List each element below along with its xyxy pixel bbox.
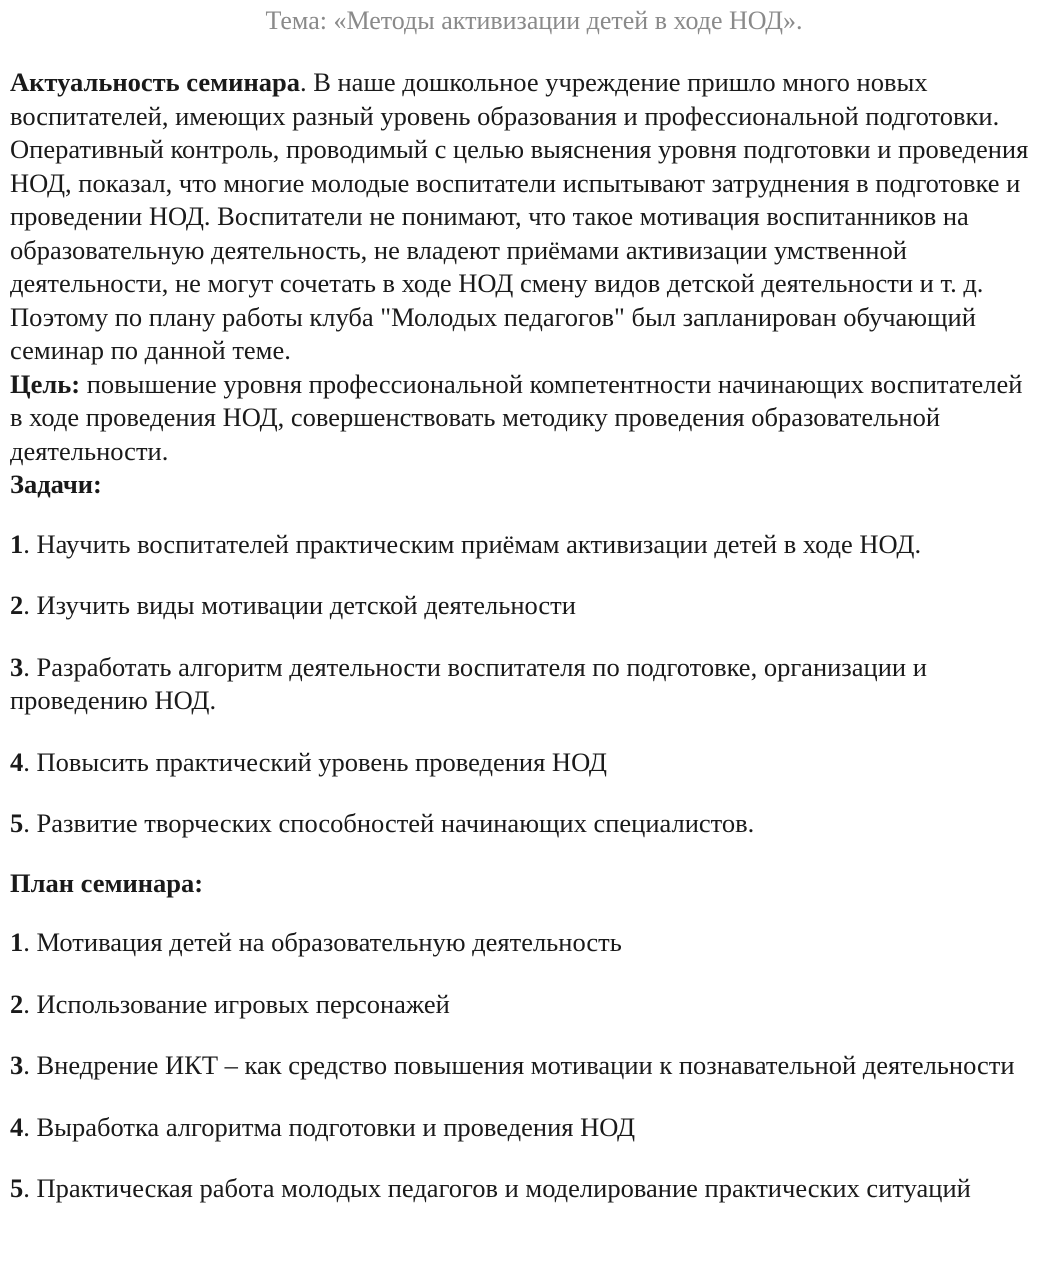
- task-item: [10, 807, 1038, 841]
- goal-text: повышение уровня профессиональной компетентности начинающих воспитателей в ходе проведения НОД, совершенствовать методику проведения образовательной деятельности.: [10, 368, 1023, 466]
- plan-number: 5: [10, 1173, 24, 1203]
- task-text: . Развитие творческих способностей начинающих специалистов.: [23, 808, 755, 838]
- task-text: . Разработать алгоритм деятельности воспитателя по подготовке, организации и проведению НОД.: [10, 651, 927, 715]
- task-text: . Изучить виды мотивации детской деятельности: [23, 590, 576, 620]
- plan-heading: План семинара:: [10, 867, 204, 898]
- tasks-heading: Задачи:: [10, 469, 102, 499]
- plan-number: 3: [10, 1050, 24, 1080]
- relevance-text: . В наше дошкольное учреждение пришло много новых воспитателей, имеющих разный уровень образования и профессиональной подготовки. Оперативный контроль, проводимый с целью выяснения уровня подготовки и проведения НОД, показал, что многие молодые воспитатели испытывают затруднения в подготовке и проведении НОД. Воспитатели не понимают, что такое мотивация воспитанников на образовательную деятельность, не владеют приёмами активизации умственной деятельности, не могут сочетать в ходе НОД смену видов детской деятельности и т. д. Поэтому по плану работы клуба "Молодых педагогов" был запланирован обучающий семинар по данной теме.: [10, 67, 1029, 365]
- plan-number: 1: [10, 927, 24, 957]
- plan-text: . Практическая работа молодых педагогов и моделирование практических ситуаций: [23, 1173, 971, 1203]
- plan-text: . Мотивация детей на образовательную деятельность: [23, 927, 622, 957]
- plan-item: [10, 988, 1038, 1022]
- plan-item: [10, 1111, 1038, 1145]
- task-text: . Научить воспитателей практическим приёмам активизации детей в ходе НОД.: [23, 528, 922, 559]
- topic-title: Тема: «Методы активизации детей в ходе НОД».: [265, 6, 803, 35]
- goal-label: Цель:: [10, 368, 81, 399]
- goal-paragraph: [10, 368, 1038, 469]
- plan-number: 2: [10, 988, 24, 1019]
- task-text: . Повысить практический уровень проведения НОД: [23, 746, 607, 777]
- task-number: 3: [10, 651, 24, 682]
- plan-number: 4: [10, 1111, 24, 1142]
- plan-item: [10, 1172, 1038, 1206]
- task-item: [10, 528, 1038, 562]
- task-number: 1: [10, 528, 24, 559]
- task-number: 4: [10, 746, 24, 777]
- task-number: 2: [10, 590, 24, 620]
- task-item: [10, 589, 1038, 623]
- task-number: 5: [10, 808, 24, 838]
- task-item: [10, 651, 1038, 718]
- plan-item: [10, 1049, 1038, 1083]
- plan-text: . Внедрение ИКТ – как средство повышения мотивации к познавательной деятельности: [23, 1050, 1015, 1080]
- plan-text: . Выработка алгоритма подготовки и проведения НОД: [23, 1111, 636, 1142]
- relevance-label: Актуальность семинара: [10, 67, 300, 97]
- relevance-paragraph: [10, 66, 1038, 368]
- plan-item: [10, 926, 1038, 960]
- task-item: [10, 746, 1038, 780]
- plan-text: . Использование игровых персонажей: [23, 988, 450, 1019]
